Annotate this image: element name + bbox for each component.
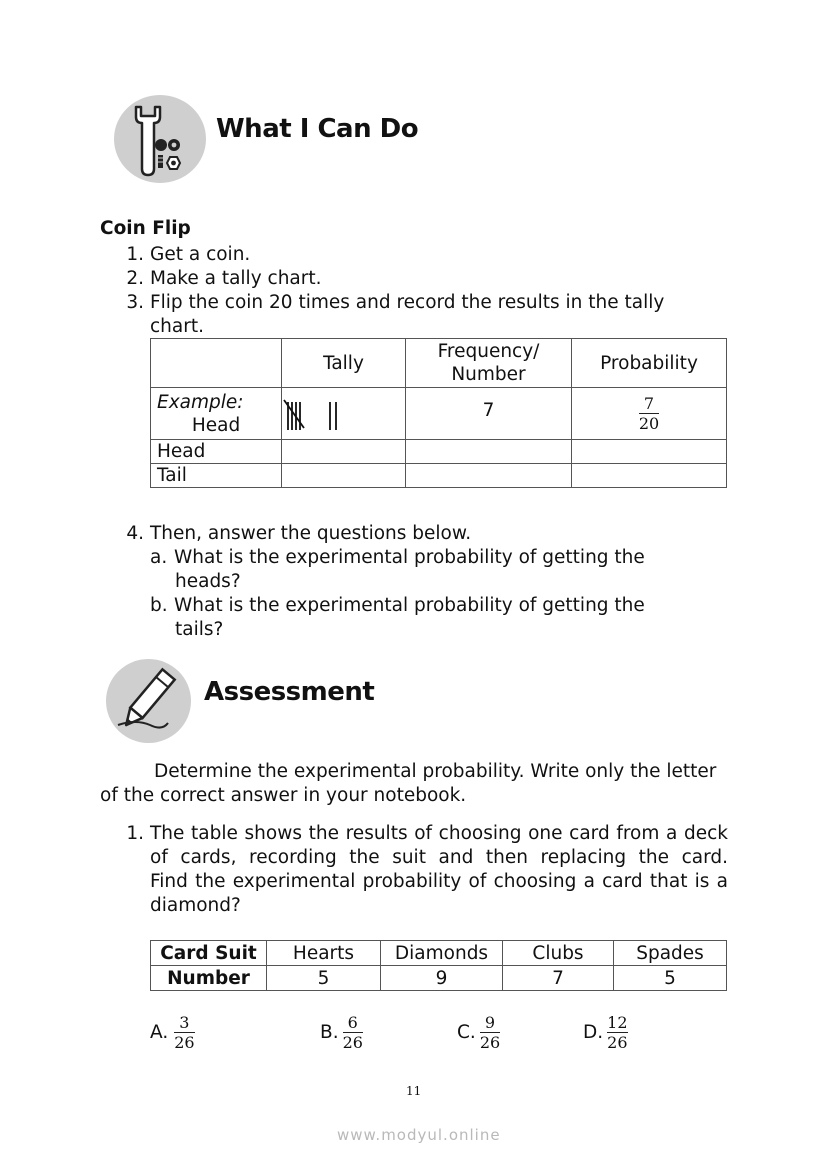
- number-header: Number: [151, 966, 267, 991]
- tally-marks: [282, 388, 406, 440]
- step-1: 1. Get a coin.: [126, 244, 251, 265]
- head-probability-cell: [572, 440, 727, 464]
- tally-table: [150, 338, 727, 488]
- table-header-probability: Probability: [572, 339, 727, 388]
- wrench-and-bolts-icon: [114, 95, 206, 183]
- table-row: Card Suit Hearts Diamonds Clubs Spades: [151, 941, 727, 966]
- question-b: b. What is the experimental probability of getting the: [150, 595, 645, 616]
- watermark: www.modyul.online: [337, 1126, 501, 1144]
- table-header-frequency: Frequency/ Number: [406, 339, 572, 388]
- card-suit-header: Card Suit: [151, 941, 267, 966]
- step-3-cont: chart.: [150, 316, 204, 337]
- example-probability: [572, 388, 727, 440]
- step-4: 4. Then, answer the questions below.: [126, 523, 472, 544]
- table-header-empty: [151, 339, 282, 388]
- step-3: 3. Flip the coin 20 times and record the results in the tally: [126, 292, 665, 313]
- tail-tally-cell: [282, 464, 406, 488]
- tail-frequency-cell: [406, 464, 572, 488]
- coin-flip-heading: Coin Flip: [100, 218, 191, 239]
- table-row: Number 5 9 7 5: [151, 966, 727, 991]
- card-suit-table: [150, 940, 727, 991]
- assessment-title: Assessment: [204, 677, 375, 707]
- question-a: a. What is the experimental probability of getting the: [150, 547, 645, 568]
- fraction: $\frac{7}{20}$: [638, 394, 660, 433]
- table-row: [151, 464, 727, 488]
- row-head-label: Head: [151, 440, 282, 464]
- choice-d: D. $\frac{12}{26}$: [583, 1013, 628, 1052]
- table-header-tally: Tally: [282, 339, 406, 388]
- choice-a: A. $\frac{3}{26}$: [150, 1013, 195, 1052]
- head-frequency-cell: [406, 440, 572, 464]
- assessment-question-1: 1. The table shows the results of choosing one card from a deck of cards, recording the suit and then replacing the card. Find the experimental probability of choosing a card that is a diamond?: [126, 823, 728, 916]
- assessment-intro: Determine the experimental probability. Write only the letter of the correct answer in your notebook.: [100, 761, 717, 806]
- choice-c: C. $\frac{9}{26}$: [457, 1013, 501, 1052]
- row-tail-label: Tail: [151, 464, 282, 488]
- what-i-can-do-title: What I Can Do: [216, 114, 419, 144]
- example-frequency: 7: [406, 388, 572, 440]
- head-tally-cell: [282, 440, 406, 464]
- tail-probability-cell: [572, 464, 727, 488]
- coin-flip-steps: [120, 243, 740, 339]
- pencil-icon: [106, 659, 191, 743]
- choice-b: B. $\frac{6}{26}$: [320, 1013, 363, 1052]
- table-row: [151, 440, 727, 464]
- question-list: a. What is the experimental probability of getting the heads? b. What is the experimental probability of getting the tails?: [150, 546, 740, 642]
- step-2: 2. Make a tally chart.: [126, 268, 322, 289]
- example-cell: Example: Head: [151, 388, 282, 440]
- table-row: [151, 388, 727, 440]
- page-number: 11: [406, 1084, 422, 1098]
